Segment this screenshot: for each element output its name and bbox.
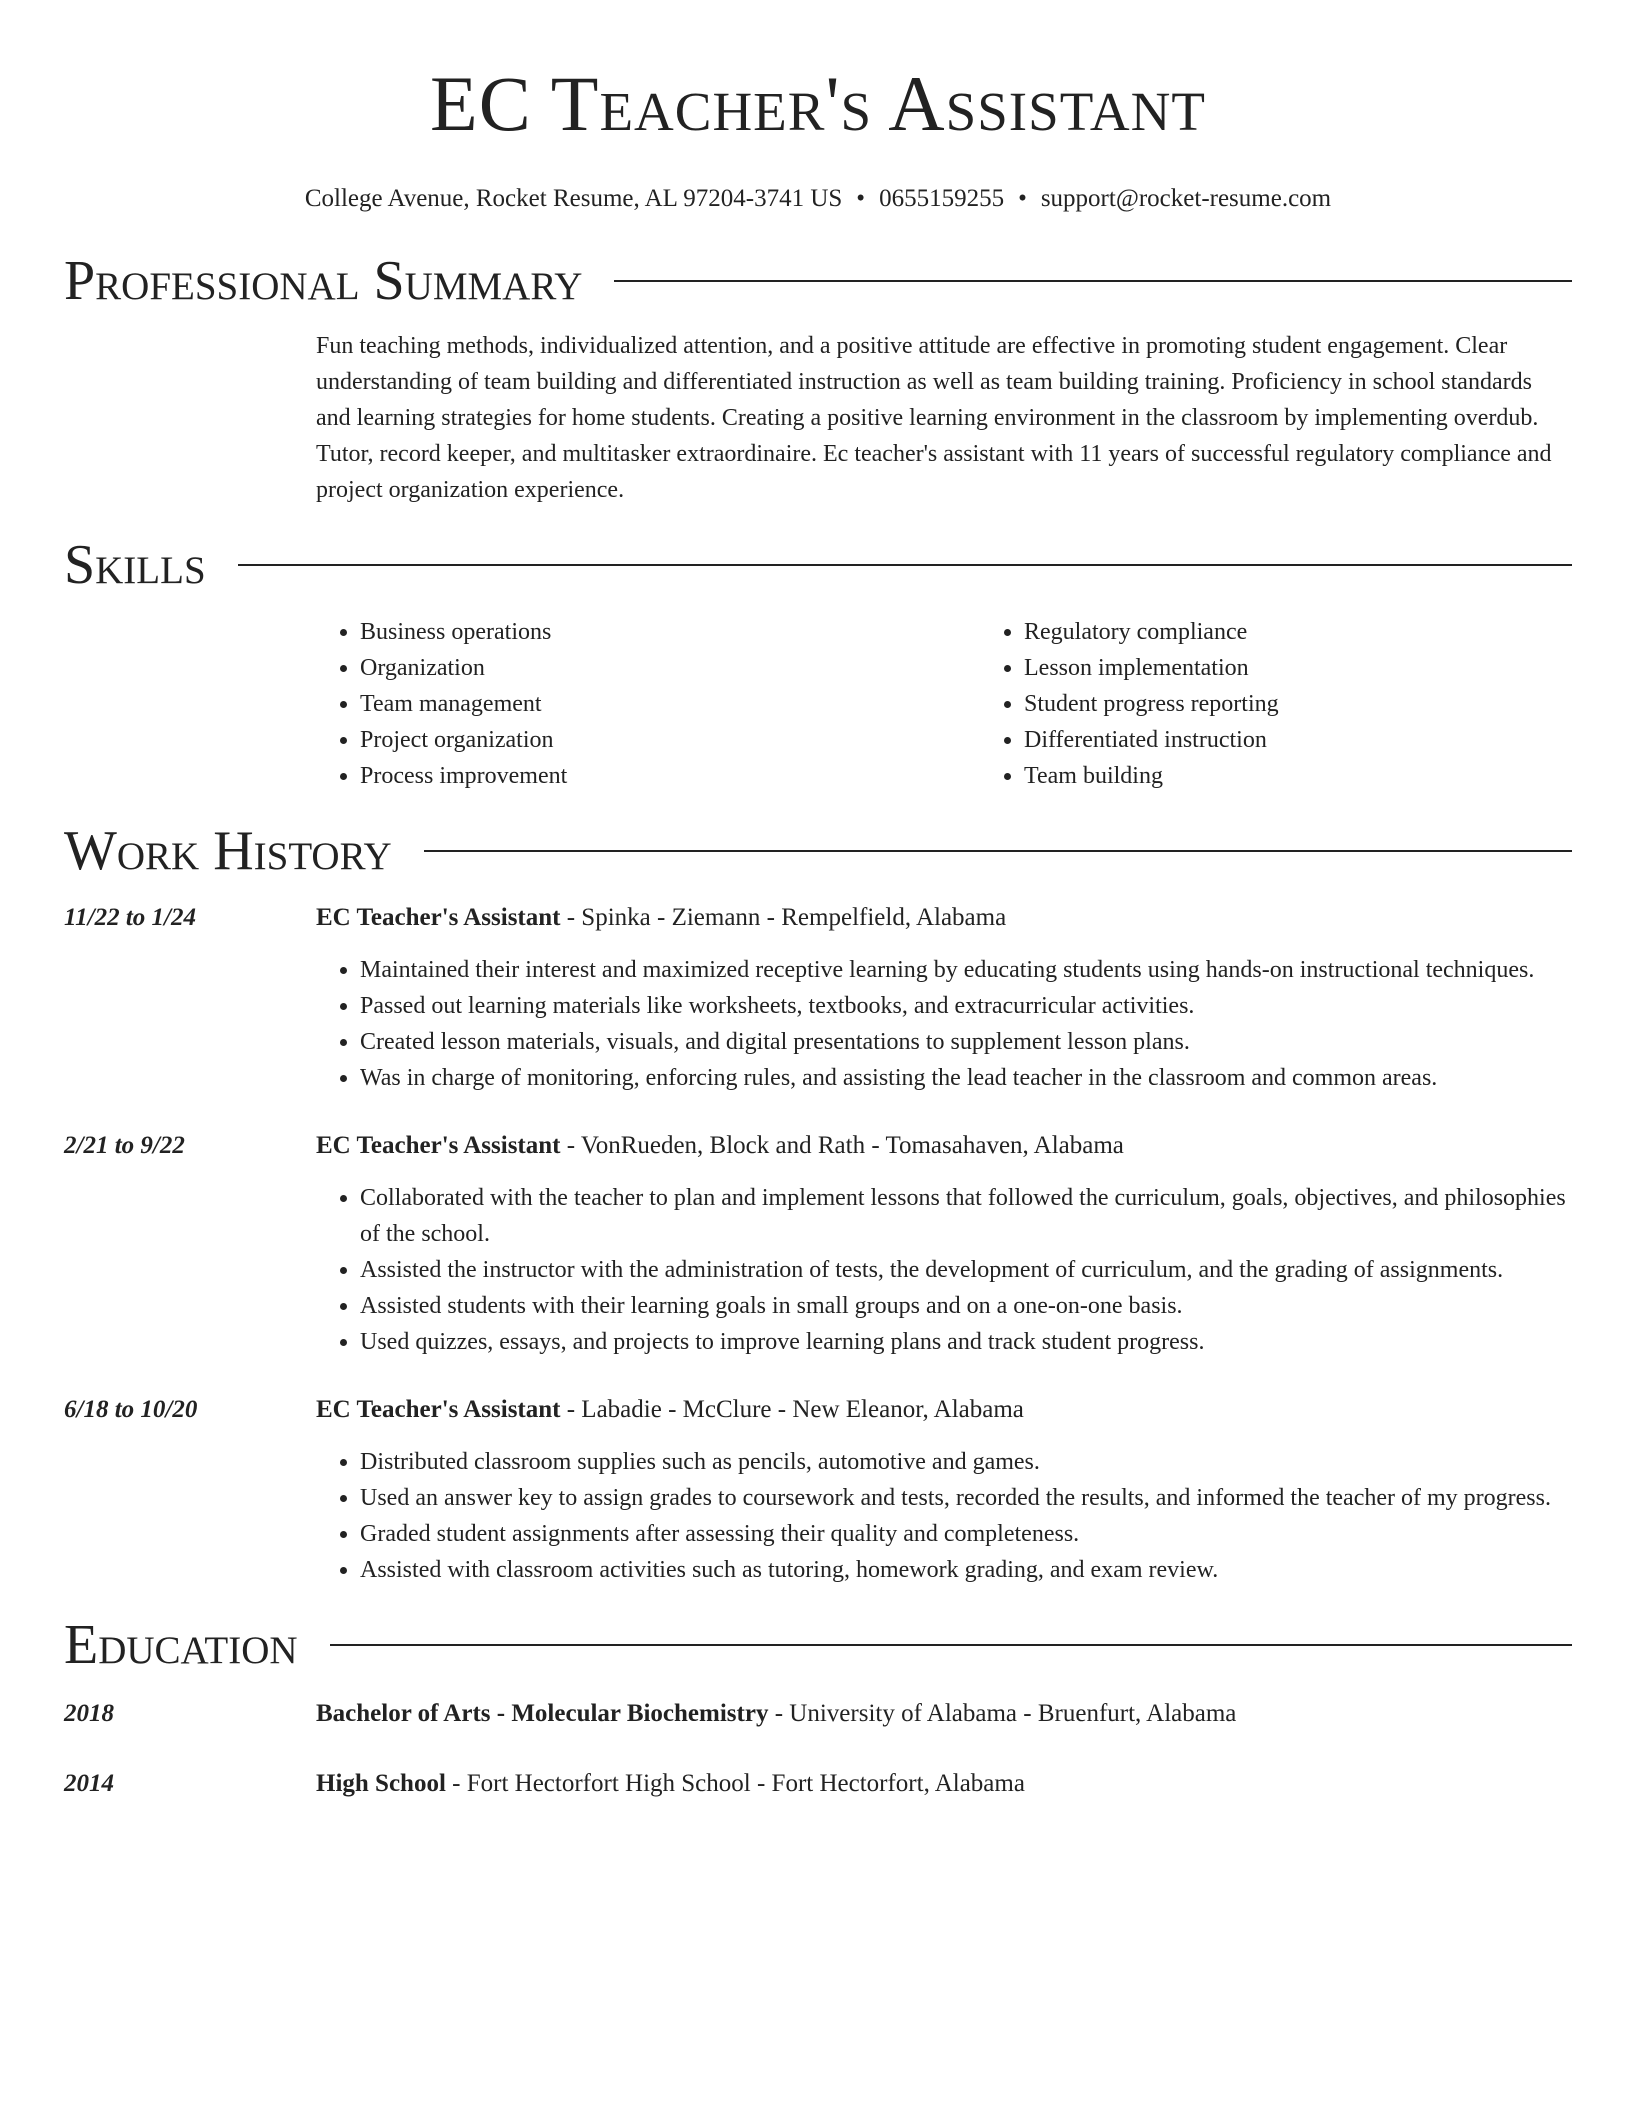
skill-item: • Project organization bbox=[360, 722, 980, 758]
job-title: EC Teacher's Assistant bbox=[316, 1396, 561, 1423]
education-year: 2018 bbox=[64, 1700, 114, 1727]
job-duty: • Assisted students with their learning goals in small groups and on a one-on-one basis. bbox=[360, 1288, 1572, 1324]
job-duty: • Used quizzes, essays, and projects to improve learning plans and track student progress. bbox=[360, 1324, 1572, 1360]
resume-page bbox=[64, 0, 1572, 1802]
summary-section-title: Professional Summary bbox=[64, 250, 583, 312]
skills-column-right bbox=[980, 614, 1279, 794]
skills-section-header bbox=[64, 528, 1572, 602]
skill-item: • Differentiated instruction bbox=[1024, 722, 1279, 758]
job-employer: - Spinka - Ziemann - Rempelfield, Alabama bbox=[560, 904, 1007, 931]
education-year: 2014 bbox=[64, 1770, 114, 1797]
job-duty: • Used an answer key to assign grades to coursework and tests, recorded the results, and informed the teacher of my progress. bbox=[360, 1480, 1572, 1516]
education-school: - Fort Hectorfort High School - Fort Hectorfort, Alabama bbox=[445, 1770, 1025, 1797]
work-section-title: Work History bbox=[64, 820, 392, 882]
skill-item: • Organization bbox=[360, 650, 980, 686]
job-heading bbox=[316, 900, 1572, 936]
section-divider bbox=[614, 280, 1572, 282]
skill-item: • Team management bbox=[360, 686, 980, 722]
job-dates: 2/21 to 9/22 bbox=[64, 1132, 185, 1159]
skill-item: • Process improvement bbox=[360, 758, 980, 794]
job-dates: 11/22 to 1/24 bbox=[64, 904, 196, 931]
job-title: EC Teacher's Assistant bbox=[316, 904, 561, 931]
job-duties bbox=[316, 1444, 1572, 1588]
job-heading bbox=[316, 1128, 1572, 1164]
summary-text: Fun teaching methods, individualized attention, and a positive attitude are effective in promoting student engagement. Clear understanding of team building and differentiated instruction as well as team building training. Proficiency in school standards and learning strategies for home students. Creating a positive learning environment in the classroom by implementing overdub. Tutor, record keeper, and multitasker extraordinaire. Ec teacher's assistant with 11 years of successful regulatory compliance and project organization experience. bbox=[316, 333, 1552, 503]
contact-address: College Avenue, Rocket Resume, AL 97204-3741 US bbox=[304, 185, 843, 212]
skills-list bbox=[316, 614, 1572, 794]
contact-line bbox=[64, 184, 1572, 214]
job-duty: • Maintained their interest and maximized receptive learning by educating students using hands-on instructional techniques. bbox=[360, 952, 1572, 988]
job-title: EC Teacher's Assistant bbox=[316, 1132, 561, 1159]
education-heading bbox=[316, 1766, 1572, 1802]
job-dates: 6/18 to 10/20 bbox=[64, 1396, 198, 1423]
job-duty: • Assisted with classroom activities such as tutoring, homework grading, and exam review. bbox=[360, 1552, 1572, 1588]
education-degree: High School bbox=[316, 1770, 446, 1797]
job-body bbox=[316, 1392, 1572, 1588]
education-entry bbox=[64, 1766, 1572, 1802]
job-employer: - VonRueden, Block and Rath - Tomasahaven, Alabama bbox=[560, 1132, 1124, 1159]
summary-section-header bbox=[64, 244, 1572, 318]
skill-item: • Business operations bbox=[360, 614, 980, 650]
skill-item: • Student progress reporting bbox=[1024, 686, 1279, 722]
contact-phone: 0655159255 bbox=[879, 185, 1005, 212]
job-body bbox=[316, 1128, 1572, 1360]
education-heading bbox=[316, 1696, 1572, 1732]
contact-separator: • bbox=[1018, 185, 1027, 212]
job-entry bbox=[64, 900, 1572, 1096]
job-duty: • Distributed classroom supplies such as pencils, automotive and games. bbox=[360, 1444, 1572, 1480]
skills-section-title: Skills bbox=[64, 534, 206, 596]
education-degree: Bachelor of Arts - Molecular Biochemistry bbox=[316, 1700, 769, 1727]
contact-separator: • bbox=[856, 185, 866, 212]
job-duty: • Created lesson materials, visuals, and digital presentations to supplement lesson plans. bbox=[360, 1024, 1572, 1060]
skill-item: • Team building bbox=[1024, 758, 1279, 794]
section-divider bbox=[330, 1644, 1572, 1646]
job-duty: • Collaborated with the teacher to plan and implement lessons that followed the curriculum, goals, objectives, and philosophies of the school. bbox=[360, 1180, 1572, 1252]
education-school: - University of Alabama - Bruenfurt, Alabama bbox=[768, 1700, 1237, 1727]
job-employer: - Labadie - McClure - New Eleanor, Alabama bbox=[560, 1396, 1024, 1423]
job-entry bbox=[64, 1128, 1572, 1360]
work-section-header bbox=[64, 814, 1572, 888]
job-duties bbox=[316, 1180, 1572, 1360]
education-entry bbox=[64, 1696, 1572, 1732]
job-duty: • Graded student assignments after assessing their quality and completeness. bbox=[360, 1516, 1572, 1552]
section-divider bbox=[424, 850, 1572, 852]
section-divider bbox=[238, 564, 1572, 566]
contact-email: support@rocket-resume.com bbox=[1040, 185, 1332, 212]
job-duties bbox=[316, 952, 1572, 1096]
skill-item: • Lesson implementation bbox=[1024, 650, 1279, 686]
education-body bbox=[316, 1766, 1572, 1802]
education-section-title: Education bbox=[64, 1614, 298, 1676]
job-duty: • Assisted the instructor with the administration of tests, the development of curriculum, and the grading of assignments. bbox=[360, 1252, 1572, 1288]
job-duty: • Passed out learning materials like worksheets, textbooks, and extracurricular activities. bbox=[360, 988, 1572, 1024]
job-duty: • Was in charge of monitoring, enforcing rules, and assisting the lead teacher in the classroom and common areas. bbox=[360, 1060, 1572, 1096]
job-body bbox=[316, 900, 1572, 1096]
job-heading bbox=[316, 1392, 1572, 1428]
skill-item: • Regulatory compliance bbox=[1024, 614, 1279, 650]
skills-column-left bbox=[316, 614, 980, 794]
resume-name: EC Teacher's Assistant bbox=[430, 60, 1206, 147]
job-entry bbox=[64, 1392, 1572, 1588]
education-section-header bbox=[64, 1608, 1572, 1682]
education-body bbox=[316, 1696, 1572, 1732]
